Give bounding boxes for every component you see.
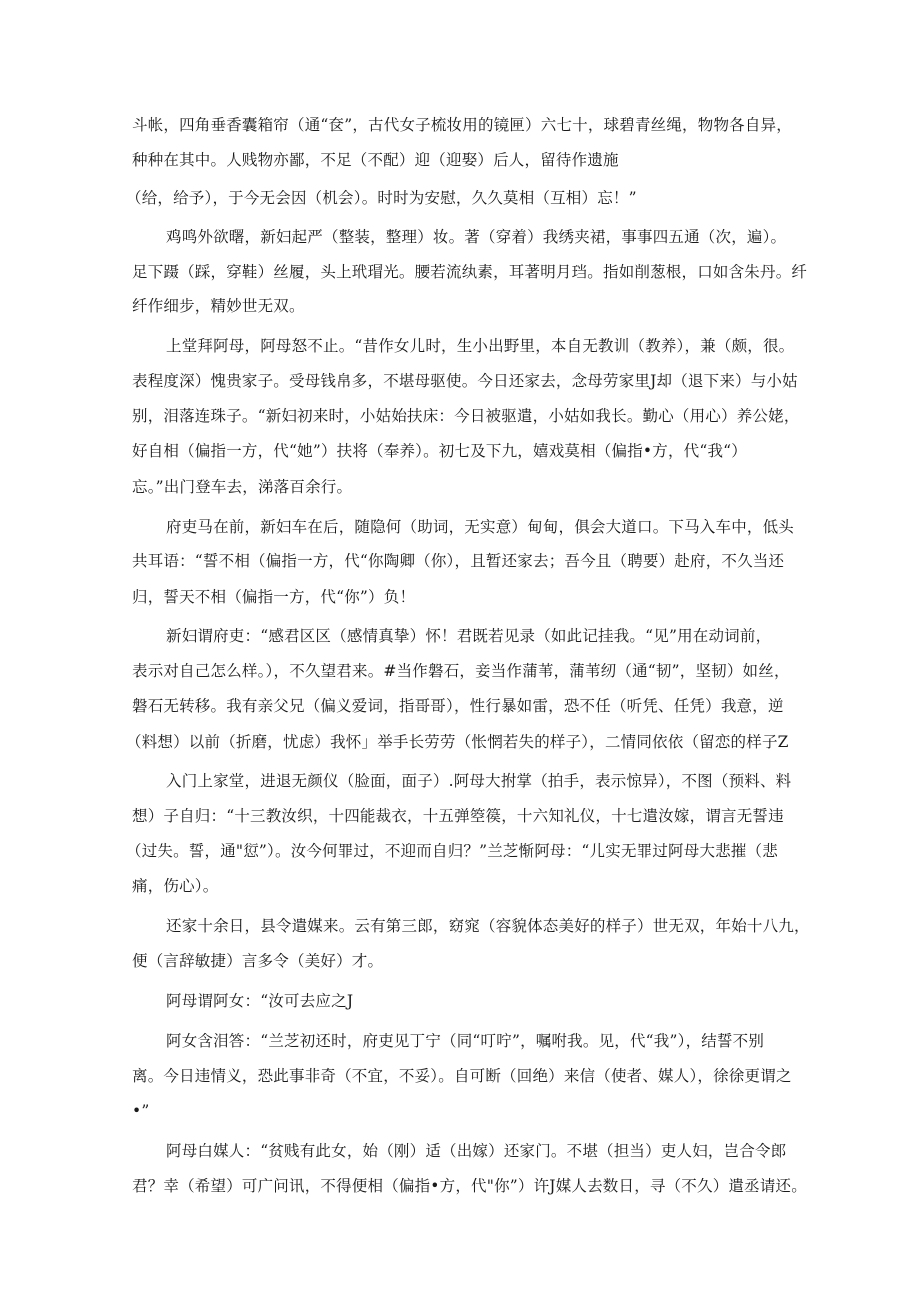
text-line: 纤作细步，精妙世无双。 [132,297,305,315]
text-line: 痛，伤心）。 [132,877,219,895]
text-line: 府吏马在前，新妇车在后，随隐何（助词，无实意）甸甸，俱会大道口。下马入车中，低头 [166,518,795,536]
text-line: 入门上家堂，进退无颜仪（脸面，面子）.阿母大拊掌（拍手，表示惊异），不图（预料、料 [166,772,792,790]
text-line: 忘。”出门登车去，涕落百余行。 [132,478,353,496]
text-line: 君？幸（希望）可广问讯，不得便相（偏指•方，代"你”）许J媒人去数日，寻（不久）遣丞请还。 [132,1177,807,1195]
text-line: 想）子自归：“十三教汝织，十四能裁衣，十五弹箜篌，十六知礼仪，十七遣汝嫁，谓言无誓违 [132,807,784,825]
text-line: 阿女含泪答：“兰芝初还时，府吏见丁宁（同“叮咛”，嘱咐我。见，代“我”），结誓不别 [166,1032,765,1050]
text-line: 新妇谓府吏：“感君区区（感情真挚）怀！君既若见录（如此记挂我。“见”用在动词前， [166,627,772,645]
text-line: 共耳语：“誓不相（偏指一方，代“你陶卿（你），且暂还家去；吾今且（聘要）赴府，不久当还 [132,552,785,570]
text-line: •” [132,1102,150,1120]
text-line: 离。今日违情义，恐此事非奇（不宜，不妥）。自可断（回绝）来信（使者、媒人），徐徐更谓之 [132,1067,792,1085]
text-line: 别，泪落连珠子。“新妇初来时，小姑始扶床：今日被驱遣，小姑如我长。勤心（用心）养公姥， [132,407,800,425]
text-line: 种种在其中。人贱物亦鄙，不足（不配）迎（迎娶）后人，留待作遗施 [132,151,619,169]
text-line: 便（言辞敏捷）言多令（美好）才。 [132,952,384,970]
text-line: （料想）以前（折磨，忧虑）我怀」举手长劳劳（怅惘若失的样子），二情同依依（留恋的样子Z [126,733,789,751]
text-line: 归，誓天不相（偏指一方，代“你”）负！ [132,588,416,606]
text-line: 表程度深）愧贵家子。受母钱帛多，不堪母驱使。今日还家去，念母劳家里J却（退下来）与小姑 [132,372,798,390]
text-line: 阿母谓阿女：“汝可去应之J [166,992,354,1010]
text-line: 斗帐，四角垂香囊箱帘（通“奁”，古代女子梳妆用的镜匣）六七十，球碧青丝绳，物物各自异， [132,116,792,134]
text-line: 还家十余日，县令遣媒来。云有第三郎，窈窕（容貌体态美好的样子）世无双，年始十八九， [166,917,810,935]
text-line: （给，给予），于今无会因（机会）。时时为安慰，久久莫相（互相）忘！” [126,189,637,207]
text-line: 足下蹑（踩，穿鞋）丝履，头上玳瑁光。腰若流纨素，耳著明月珰。指如削葱根，口如含朱丹。纤 [132,263,808,281]
text-line: 上堂拜阿母，阿母怒不止。“昔作女儿时，生小出野里，本自无教训（教养），兼（颇，很。 [166,337,795,355]
text-line: （过失。誓，通"愆”）。汝今何罪过，不迎而自归？”兰芝惭阿母：“儿实无罪过阿母大悲摧（悲 [126,842,778,860]
text-line: 表示对自己怎么样。），不久望君来。#当作磐石，妾当作蒲苇，蒲苇纫（通“韧”，坚韧）如丝， [132,662,790,680]
text-line: 鸡鸣外欲曙，新妇起严（整装，整理）妆。著（穿着）我绣夹裙，事事四五通（次，遍）。 [166,228,787,246]
text-line: 阿母白媒人：“贫贱有此女，始（刚）适（出嫁）还家门。不堪（担当）吏人妇，岂合令郎 [166,1142,787,1160]
text-line: 磐石无转移。我有亲父兄（偏义爱词，指哥哥），性行暴如雷，恐不任（听凭、任凭）我意，逆 [132,697,784,715]
text-line: 好自相（偏指一方，代“她”）扶将（奉养）。初七及下九，嬉戏莫相（偏指•方，代“我“） [132,442,747,460]
